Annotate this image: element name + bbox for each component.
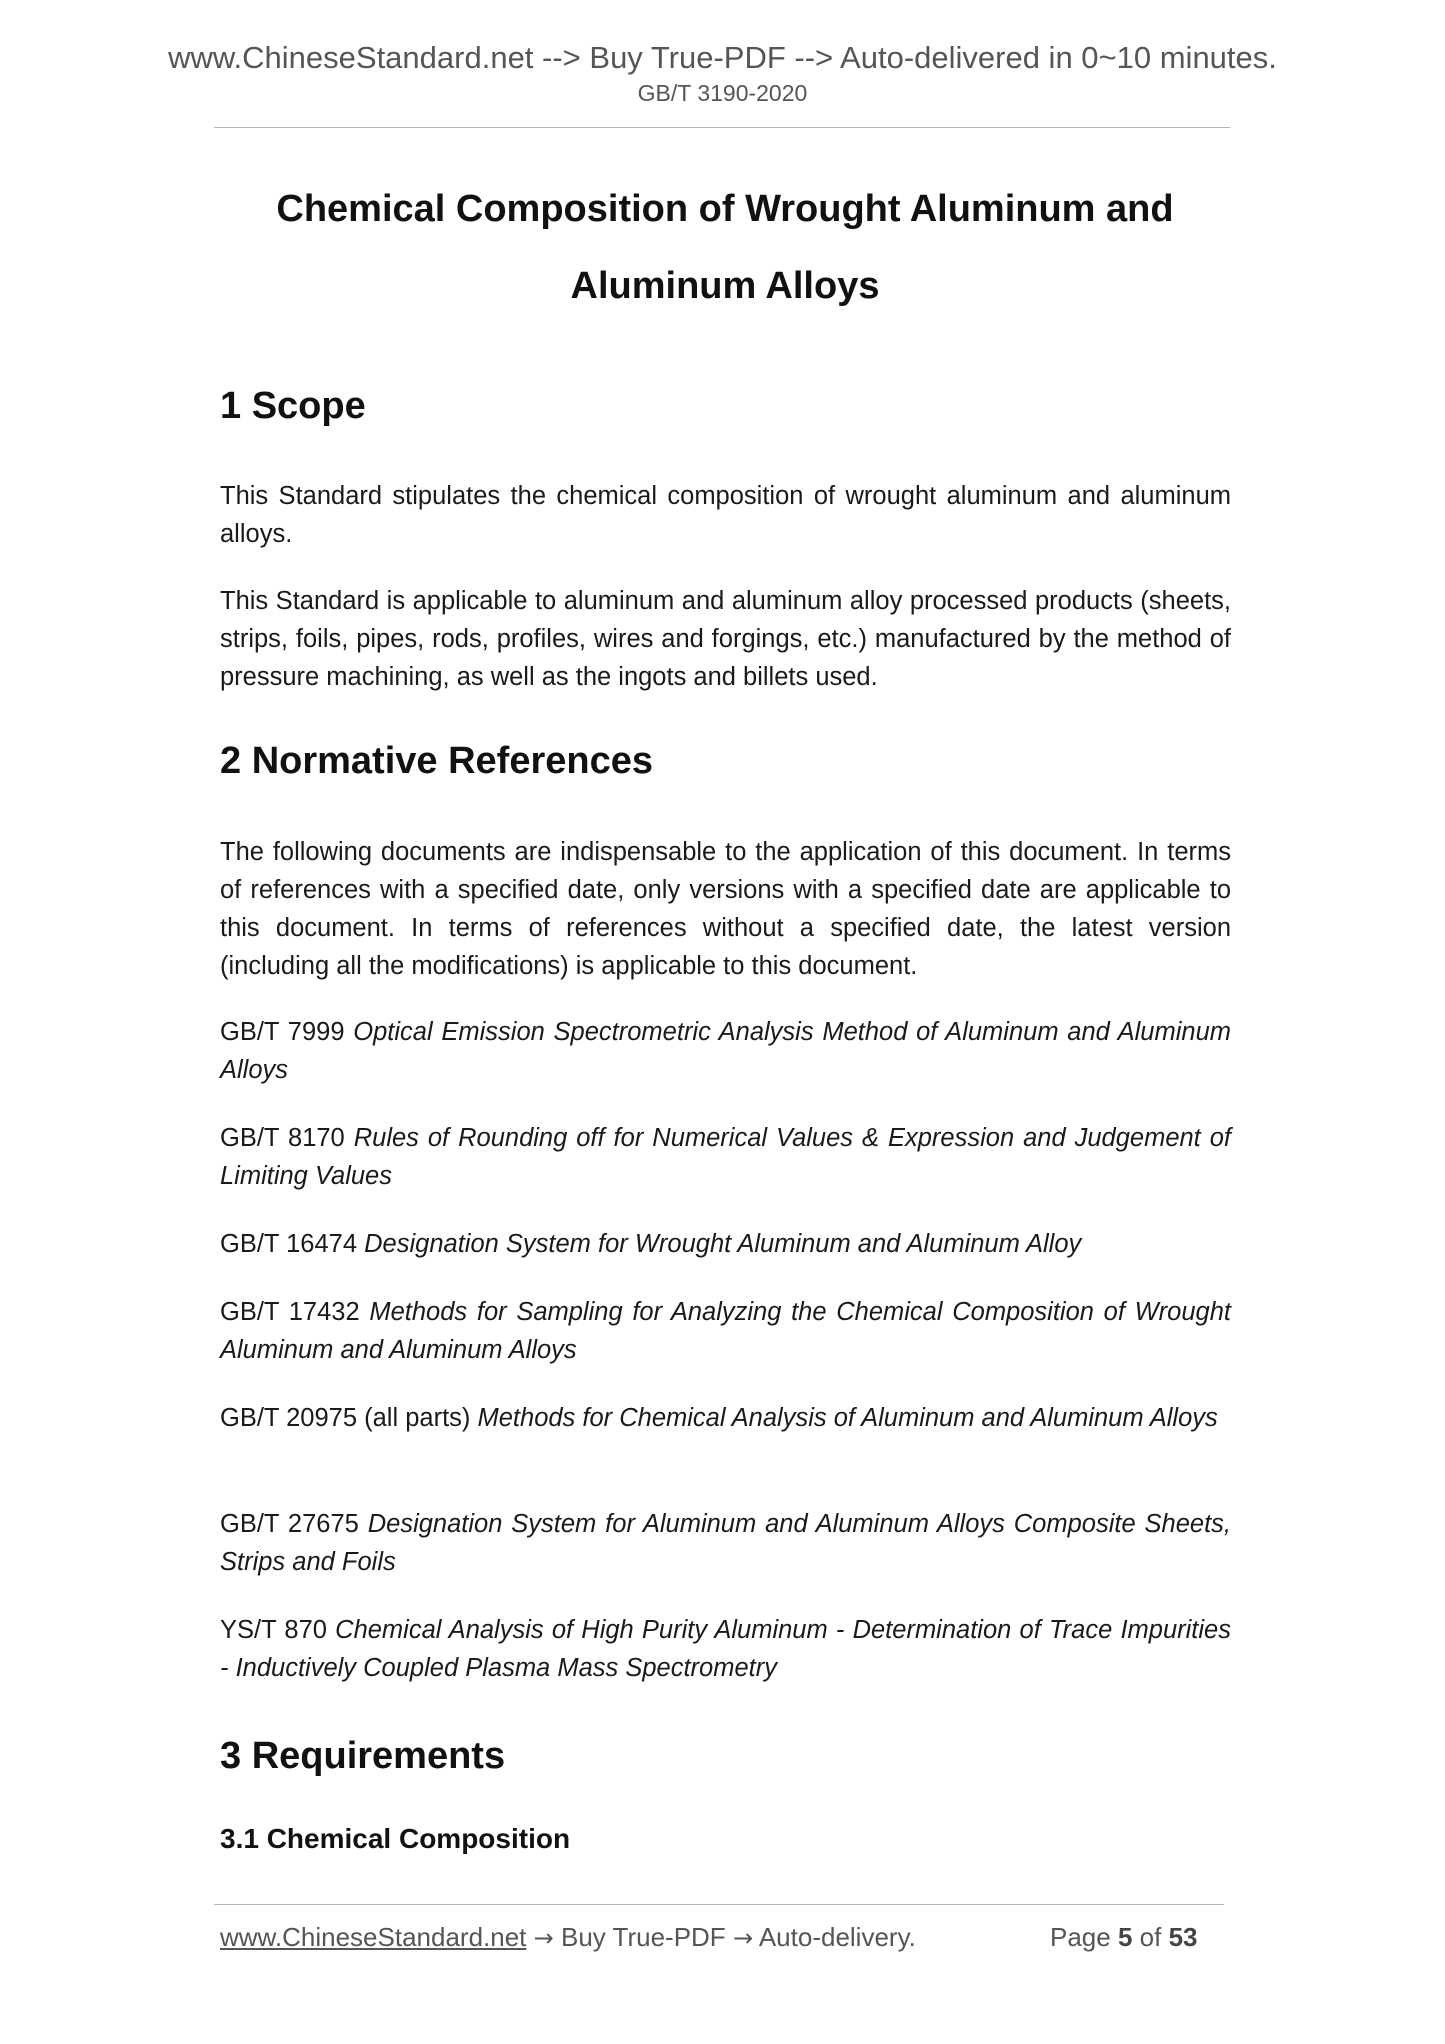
scope-paragraph-2: This Standard is applicable to aluminum and aluminum alloy processed products (sheets, strips, foils, pipes, rods, profiles, wires and forgings, etc.) manufactured by the method of pressure machining, as well as the ingots and billets used.	[220, 587, 1231, 691]
reference-code: GB/T 7999	[220, 1018, 345, 1046]
page-total: 53	[1168, 1922, 1198, 1952]
reference-title: Methods for Chemical Analysis of Aluminum and Aluminum Alloys	[477, 1404, 1218, 1432]
header-divider	[214, 127, 1230, 128]
arrow-right-icon: →	[533, 1924, 554, 1952]
footer-site-link[interactable]: www.ChineseStandard.net	[220, 1922, 527, 1952]
normative-intro-paragraph: The following documents are indispensable to the application of this document. In terms of references with a specified date, only versions with a specified date are applicable to this document. In terms of references without a specified date, the latest version (including all the modifications) is applicable to this document.	[220, 838, 1231, 980]
reference-item	[220, 1225, 1231, 1263]
reference-item	[220, 1505, 1231, 1581]
reference-title: Designation System for Aluminum and Aluminum Alloys Composite Sheets, Strips and Foils	[220, 1510, 1232, 1576]
reference-title: Designation System for Wrought Aluminum and Aluminum Alloy	[364, 1230, 1082, 1258]
of-label: of	[1139, 1922, 1162, 1952]
reference-code: GB/T 16474	[220, 1230, 358, 1258]
reference-code: GB/T 20975 (all parts)	[220, 1404, 471, 1432]
reference-title: Chemical Analysis of High Purity Aluminum - Determination of Trace Impurities - Inductively Coupled Plasma Mass Spectrometry	[220, 1616, 1231, 1682]
section-heading-scope: 1 Scope	[220, 385, 366, 427]
page-indicator	[1050, 1922, 1198, 1953]
scope-paragraph-1: This Standard stipulates the chemical composition of wrought aluminum and aluminum alloys.	[220, 482, 1231, 548]
section-heading-normative-references: 2 Normative References	[220, 740, 653, 782]
subsection-heading-chemical-composition: 3.1 Chemical Composition	[220, 1823, 571, 1854]
reference-item	[220, 1013, 1231, 1089]
document-title-line-2: Aluminum Alloys	[570, 265, 880, 307]
reference-code: YS/T 870	[220, 1616, 327, 1644]
arrow-right-icon: →	[732, 1924, 754, 1952]
reference-title: Rules of Rounding off for Numerical Values & Expression and Judgement of Limiting Values	[220, 1124, 1231, 1190]
reference-title: Optical Emission Spectrometric Analysis Method of Aluminum and Aluminum Alloys	[220, 1018, 1232, 1084]
page-number: 5	[1117, 1922, 1133, 1952]
footer-buy-text: Buy True-PDF	[560, 1922, 726, 1952]
header-doc-code: GB/T 3190-2020	[637, 80, 808, 106]
header-banner: www.ChineseStandard.net --> Buy True-PDF --> Auto-delivered in 0~10 minutes.	[168, 40, 1277, 75]
footer-divider	[214, 1904, 1224, 1905]
reference-item	[220, 1399, 1231, 1437]
document-title-line-1: Chemical Composition of Wrought Aluminum and	[276, 188, 1174, 230]
footer-auto-text: Auto-delivery.	[758, 1922, 916, 1952]
section-heading-requirements: 3 Requirements	[220, 1735, 506, 1777]
page-label: Page	[1050, 1922, 1111, 1952]
reference-item	[220, 1611, 1231, 1687]
reference-item	[220, 1119, 1231, 1195]
reference-code: GB/T 8170	[220, 1124, 345, 1152]
reference-title: Methods for Sampling for Analyzing the Chemical Composition of Wrought Aluminum and Aluminum Alloys	[220, 1298, 1231, 1364]
reference-code: GB/T 27675	[220, 1510, 359, 1538]
footer-left	[220, 1922, 916, 1953]
reference-code: GB/T 17432	[220, 1298, 360, 1326]
reference-item	[220, 1293, 1231, 1369]
